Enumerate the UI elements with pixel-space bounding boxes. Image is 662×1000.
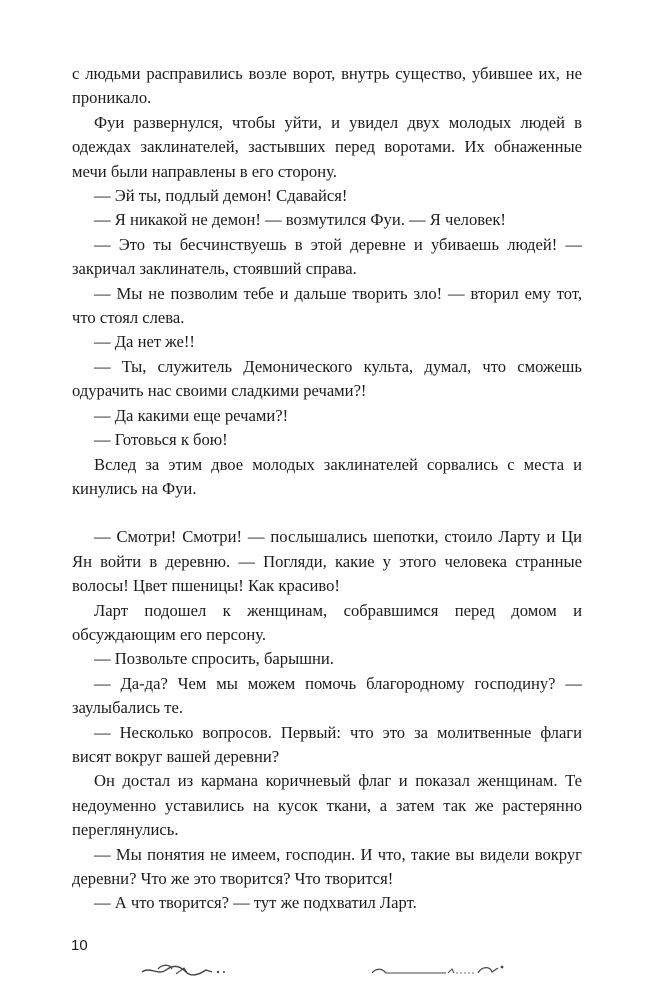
paragraph: Ларт подошел к женщинам, собравшимся перед домом и обсуждающим его персону. bbox=[72, 600, 582, 644]
scene-break bbox=[72, 501, 582, 525]
paragraph: — Мы не позволим тебе и дальше творить зло! — вторил ему тот, что стоял слева. bbox=[72, 283, 582, 328]
paragraph: — А что творится? — тут же подхватил Ларт. bbox=[94, 893, 417, 913]
paragraph: — Мы понятия не имеем, господин. И что, такие вы видели вокруг деревни? Что же это творится? Что творится! bbox=[72, 844, 582, 888]
paragraph: с людьми расправились возле ворот, внутрь существо, убившее их, не проникало. bbox=[72, 64, 582, 108]
paragraph: — Я никакой не демон! — возмутился Фуи. — Я человек! bbox=[94, 210, 506, 230]
paragraph: Вслед за этим двое молодых заклинателей сорвались с места и кинулись на Фуи. bbox=[72, 454, 582, 498]
paragraph: — Смотри! Смотри! — послышались шепотки, стоило Ларту и Ци Ян войти в деревню. — Погляди, какие у этого человека странные волосы! Цвет пшеницы! Как красиво! bbox=[72, 527, 582, 596]
paragraph: — Это ты бесчинствуешь в этой деревне и убиваешь людей! — закричал заклинатель, стоявший справа. bbox=[72, 234, 582, 279]
paragraph: — Эй ты, подлый демон! Сдавайся! bbox=[94, 186, 348, 206]
paragraph: — Да-да? Чем мы можем помочь благородному господину? — заулыбались те. bbox=[72, 673, 582, 718]
paragraph: — Ты, служитель Демонического культа, думал, что сможешь одурачить нас своими сладкими речами?! bbox=[72, 356, 582, 401]
paragraph: — Готовься к бою! bbox=[94, 430, 228, 450]
decorative-squiggle-icon bbox=[370, 962, 510, 978]
paragraph: — Позвольте спросить, барышни. bbox=[94, 649, 334, 669]
page-number: 10 bbox=[71, 937, 88, 954]
page-body bbox=[72, 62, 582, 916]
decorative-squiggle-icon bbox=[140, 962, 230, 978]
paragraph: — Да нет же!! bbox=[94, 332, 195, 352]
paragraph: Фуи развернулся, чтобы уйти, и увидел двух молодых людей в одеждах заклинателей, застывших перед воротами. Их обнаженные мечи были направлены в его сторону. bbox=[72, 112, 582, 181]
paragraph: Он достал из кармана коричневый флаг и показал женщинам. Те недоуменно уставились на кусок ткани, а затем так же растерянно переглянулись. bbox=[72, 771, 582, 840]
paragraph: — Да какими еще речами?! bbox=[94, 405, 289, 425]
paragraph: — Несколько вопросов. Первый: что это за молитвенные флаги висят вокруг вашей деревни? bbox=[72, 722, 582, 766]
